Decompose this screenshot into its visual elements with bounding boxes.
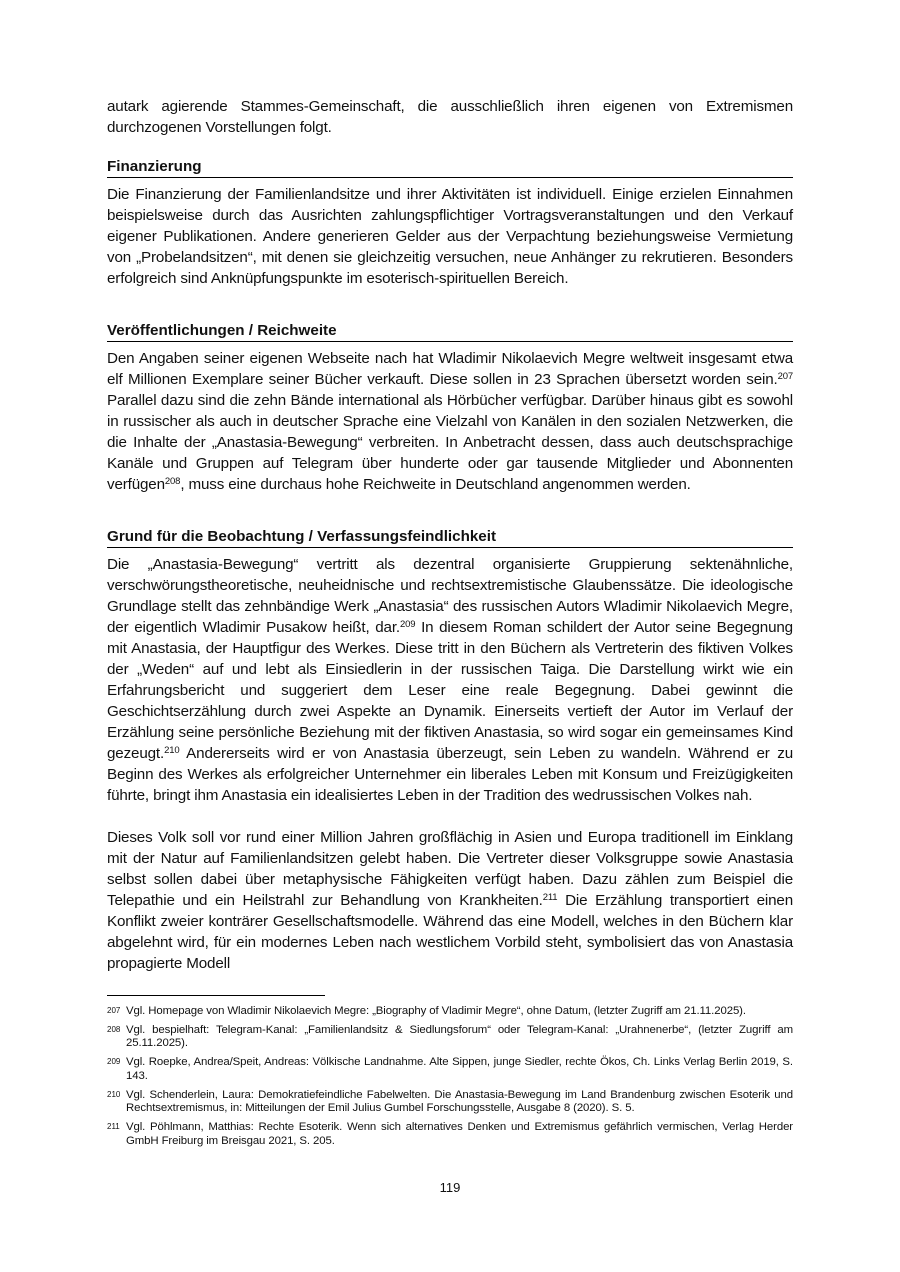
footnote-text: Vgl. Roepke, Andrea/Speit, Andreas: Völkische Landnahme. Alte Sippen, junge Siedler, rechte Ökos, Ch. Links Verlag Berlin 2019, S. 143. <box>126 1056 793 1082</box>
footnote-text: Vgl. Schenderlein, Laura: Demokratiefeindliche Fabelwelten. Die Anastasia-Bewegung im Land Brandenburg zwischen Esoterik und Rechtsextremismus, in: Mitteilungen der Emil Julius Gumbel Forschungsstelle, Ausgabe 8 (2020). S. 5. <box>126 1088 793 1115</box>
heading-veroeffentlichungen: Veröffentlichungen / Reichweite <box>107 321 793 342</box>
text-run: In diesem Roman schildert der Autor seine Begegnung mit Anastasia, der Hauptfigur des Werkes. Diese tritt in den Büchern als Vertreterin des fiktiven Volkes der „Weden“ auf und lebt als Einsiedlerin in der russischen Taiga. Die Darstellung wirkt wie ein Erfahrungsbericht und suggeriert dem Leser eine reale Begegnung. Dabei gewinnt die Geschichtserzählung durch zwei Aspekte an Dynamik. Einerseits vertieft der Autor im Verlauf der Erzählung seine persönliche Beziehung mit der fiktiven Anastasia, so wird sogar ein gemeinsames Kind gezeugt. <box>107 619 793 762</box>
paragraph-finanzierung: Die Finanzierung der Familienlandsitze und ihrer Aktivitäten ist individuell. Einige erzielen Einnahmen beispielsweise durch das Ausrichten zahlungspflichtiger Vortragsveranstaltungen und den Verkauf eigener Publikationen. Andere generieren Gelder aus der Verpachtung beziehungsweise Vermietung von „Probelandsitzen“, mit denen sie gleichzeitig versuchen, neue Anhänger zu rekrutieren. Besonders erfolgreich sind Anknüpfungspunkte im esoterisch-spirituellen Bereich. <box>107 186 793 287</box>
footnote-number: 211 <box>107 1121 120 1131</box>
paragraph-grund-2 <box>107 827 793 974</box>
text-run: Die Erzählung transportiert einen Konflikt zweier konträrer Gesellschaftsmodelle. Während das eine Modell, welches in den Büchern klar abgelehnt wird, für ein modernes Leben nach westlichem Vorbild steht, symbolisiert das von Anastasia propagierte Modell <box>107 892 793 972</box>
footnote-209 <box>107 1056 793 1083</box>
footnote-text: Vgl. Homepage von Wladimir Nikolaevich Megre: „Biography of Vladimir Megre“, ohne Datum, (letzter Zugriff am 21.11.2025). <box>126 1005 746 1017</box>
text-run: Parallel dazu sind die zehn Bände international als Hörbücher verfügbar. Darüber hinaus gibt es sowohl in russischer als auch in deutscher Sprache eine Vielzahl von Kanälen in den sozialen Netzwerken, die die Inhalte der „Anastasia-Bewegung“ verbreiten. In Anbetracht dessen, dass auch deutschsprachige Kanäle und Gruppen auf Telegram über hunderte oder gar tausende Mitglieder und Abonnenten verfügen <box>107 392 793 493</box>
text-run: Die „Anastasia-Bewegung“ vertritt als dezentral organisierte Gruppierung sektenähnliche, verschwörungstheoretische, neuheidnische und rechtsextremistische Glaubenssätze. Die ideologische Grundlage stellt das zehnbändige Werk „Anastasia“ des russischen Autors Wladimir Nikolaevich Megre, der eigentlich Wladimir Pusakow heißt, dar. <box>107 556 793 636</box>
text-run: Andererseits wird er von Anastasia überzeugt, sein Leben zu wandeln. Während er zu Beginn des Werkes als erfolgreicher Unternehmer ein liberales Leben mit Konsum und Freizügigkeiten führte, bringt ihm Anastasia ein idealisiertes Leben in der Tradition des wedrussischen Volkes nah. <box>107 745 793 804</box>
footnote-211 <box>107 1121 793 1148</box>
footnote-number: 210 <box>107 1089 121 1099</box>
footnote-ref-207: 207 <box>777 371 793 382</box>
footnote-text: Vgl. Pöhlmann, Matthias: Rechte Esoterik. Wenn sich alternatives Denken und Extremismus gefährlich vermischen, Verlag Herder GmbH Freiburg im Breisgau 2021, S. 205. <box>126 1120 793 1147</box>
footnotes <box>107 995 793 1148</box>
text-run: , muss eine durchaus hohe Reichweite in Deutschland angenommen werden. <box>180 476 691 493</box>
paragraph-grund-1 <box>107 554 793 806</box>
footnote-208 <box>107 1024 793 1051</box>
footnote-number: 208 <box>107 1024 121 1034</box>
footnote-ref-208: 208 <box>164 476 181 487</box>
intro-paragraph: autark agierende Stammes-Gemeinschaft, die ausschließlich ihren eigenen von Extremismen durchzogenen Vorstellungen folgt. <box>107 98 793 136</box>
text-run: Dieses Volk soll vor rund einer Million Jahren großflächig in Asien und Europa traditionell im Einklang mit der Natur auf Familienlandsitzen gelebt haben. Die Vertreter dieser Volksgruppe sowie Anastasia selbst sollen dabei über metaphysische Fähigkeiten verfügt haben. Dazu zählen zum Beispiel die Telepathie und ein Heilstrahl zur Behandlung von Krankheiten. <box>107 829 793 909</box>
footnote-210 <box>107 1089 793 1116</box>
footnote-ref-209: 209 <box>399 619 416 630</box>
footnote-text: Vgl. bespielhaft: Telegram-Kanal: „Familienlandsitz & Siedlungsforum“ oder Telegram-Kanal: „Urahnenerbe“, (letzter Zugriff am 25.11.2025). <box>126 1023 793 1050</box>
footnote-number: 207 <box>107 1006 121 1015</box>
heading-grund-beobachtung: Grund für die Beobachtung / Verfassungsfeindlichkeit <box>107 527 793 548</box>
footnote-ref-210: 210 <box>164 745 180 756</box>
footnote-207 <box>107 1005 793 1019</box>
paragraph-veroeffentlichungen <box>107 348 793 495</box>
footnote-number: 209 <box>107 1057 121 1067</box>
page-body <box>107 96 793 974</box>
page-number: 119 <box>439 1180 461 1195</box>
text-run: Den Angaben seiner eigenen Webseite nach hat Wladimir Nikolaevich Megre weltweit insgesamt etwa elf Millionen Exemplare seiner Bücher verkauft. Diese sollen in 23 Sprachen übersetzt worden sein. <box>107 350 793 388</box>
footnote-ref-211: 211 <box>542 892 558 903</box>
heading-finanzierung: Finanzierung <box>107 157 793 178</box>
